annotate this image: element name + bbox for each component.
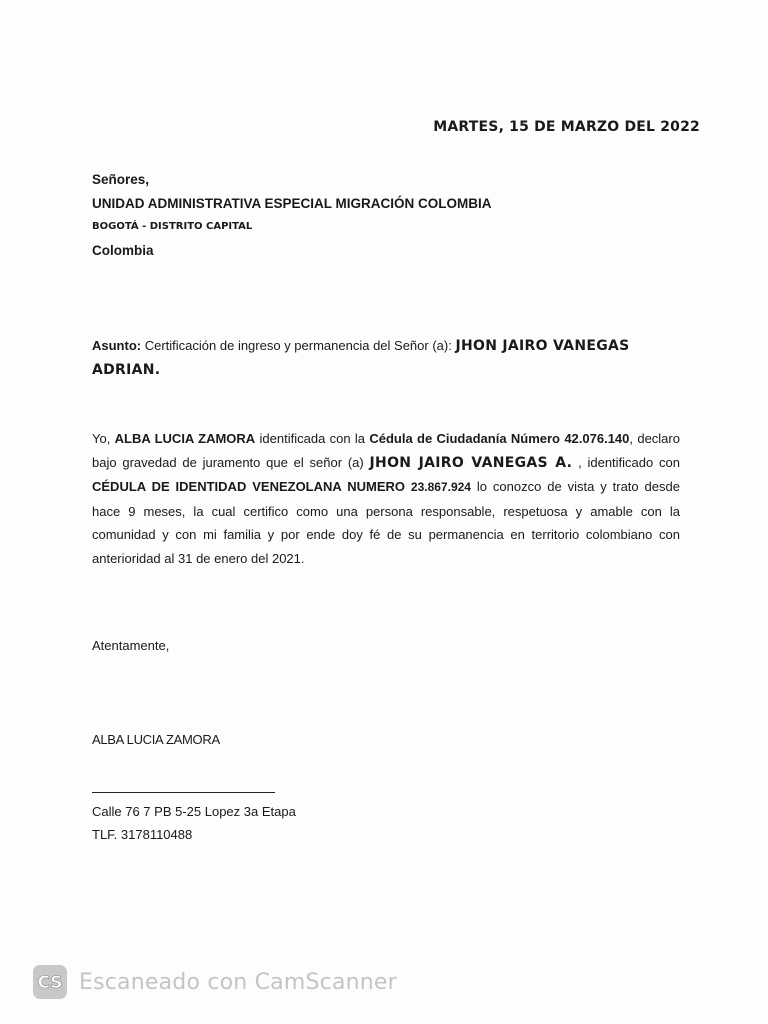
recipient-country: Colombia bbox=[92, 243, 154, 258]
subject-text: Certificación de ingreso y permanencia del Señor (a): bbox=[144, 338, 452, 353]
body-text-2: identificada con la bbox=[259, 431, 366, 446]
declarant-id-type: Cédula de Ciudadanía Número bbox=[369, 431, 560, 446]
recipient-organization: UNIDAD ADMINISTRATIVA ESPECIAL MIGRACIÓN COLOMBIA bbox=[92, 196, 492, 211]
signature-line bbox=[92, 792, 275, 793]
closing-text: Atentamente, bbox=[92, 638, 170, 653]
cs-logo-text: CS bbox=[37, 973, 63, 993]
contact-address: Calle 76 7 PB 5-25 Lopez 3a Etapa bbox=[92, 804, 296, 819]
recipient-city: BOGOTÁ - DISTRITO CAPITAL bbox=[92, 221, 253, 232]
camscanner-logo-icon bbox=[33, 965, 67, 999]
recipient-block bbox=[92, 172, 492, 265]
subject-short-name: JHON JAIRO VANEGAS A. bbox=[369, 454, 573, 471]
subject-id-type: CÉDULA DE IDENTIDAD VENEZOLANA NUMERO bbox=[92, 479, 405, 494]
body-text-4: , identificado con bbox=[578, 454, 680, 470]
contact-block bbox=[92, 800, 296, 846]
signer-name: ALBA LUCIA ZAMORA bbox=[92, 732, 220, 747]
letter-date: MARTES, 15 DE MARZO DEL 2022 bbox=[433, 119, 700, 135]
camscanner-watermark bbox=[33, 964, 397, 1000]
subject-id-number: 23.867.924 bbox=[410, 480, 471, 494]
declarant-id-number: 42.076.140 bbox=[564, 431, 630, 446]
subject-name: JHON JAIRO VANEGAS ADRIAN. bbox=[92, 338, 630, 378]
letter-body bbox=[92, 427, 680, 570]
cs-logo-glyph bbox=[35, 971, 65, 993]
recipient-salutation: Señores, bbox=[92, 172, 150, 187]
subject-line bbox=[92, 334, 692, 382]
declarant-name: ALBA LUCIA ZAMORA bbox=[114, 431, 256, 446]
body-text-1: Yo, bbox=[92, 431, 111, 446]
watermark-text: Escaneado con CamScanner bbox=[79, 969, 397, 995]
subject-label: Asunto: bbox=[92, 338, 142, 353]
contact-phone: TLF. 3178110488 bbox=[92, 827, 193, 842]
body-text-5: lo conozco de vista y trato desde hace 9 meses, la cual certifico como una persona responsable, respetuosa y amable con la comunidad y con mi familia y por ende doy fé de su permanencia en territorio colombiano con anterioridad al 31 de enero del 2021. bbox=[92, 479, 680, 566]
body-text-3: , declaro bajo gravedad de juramento que el señor (a) bbox=[92, 431, 680, 470]
